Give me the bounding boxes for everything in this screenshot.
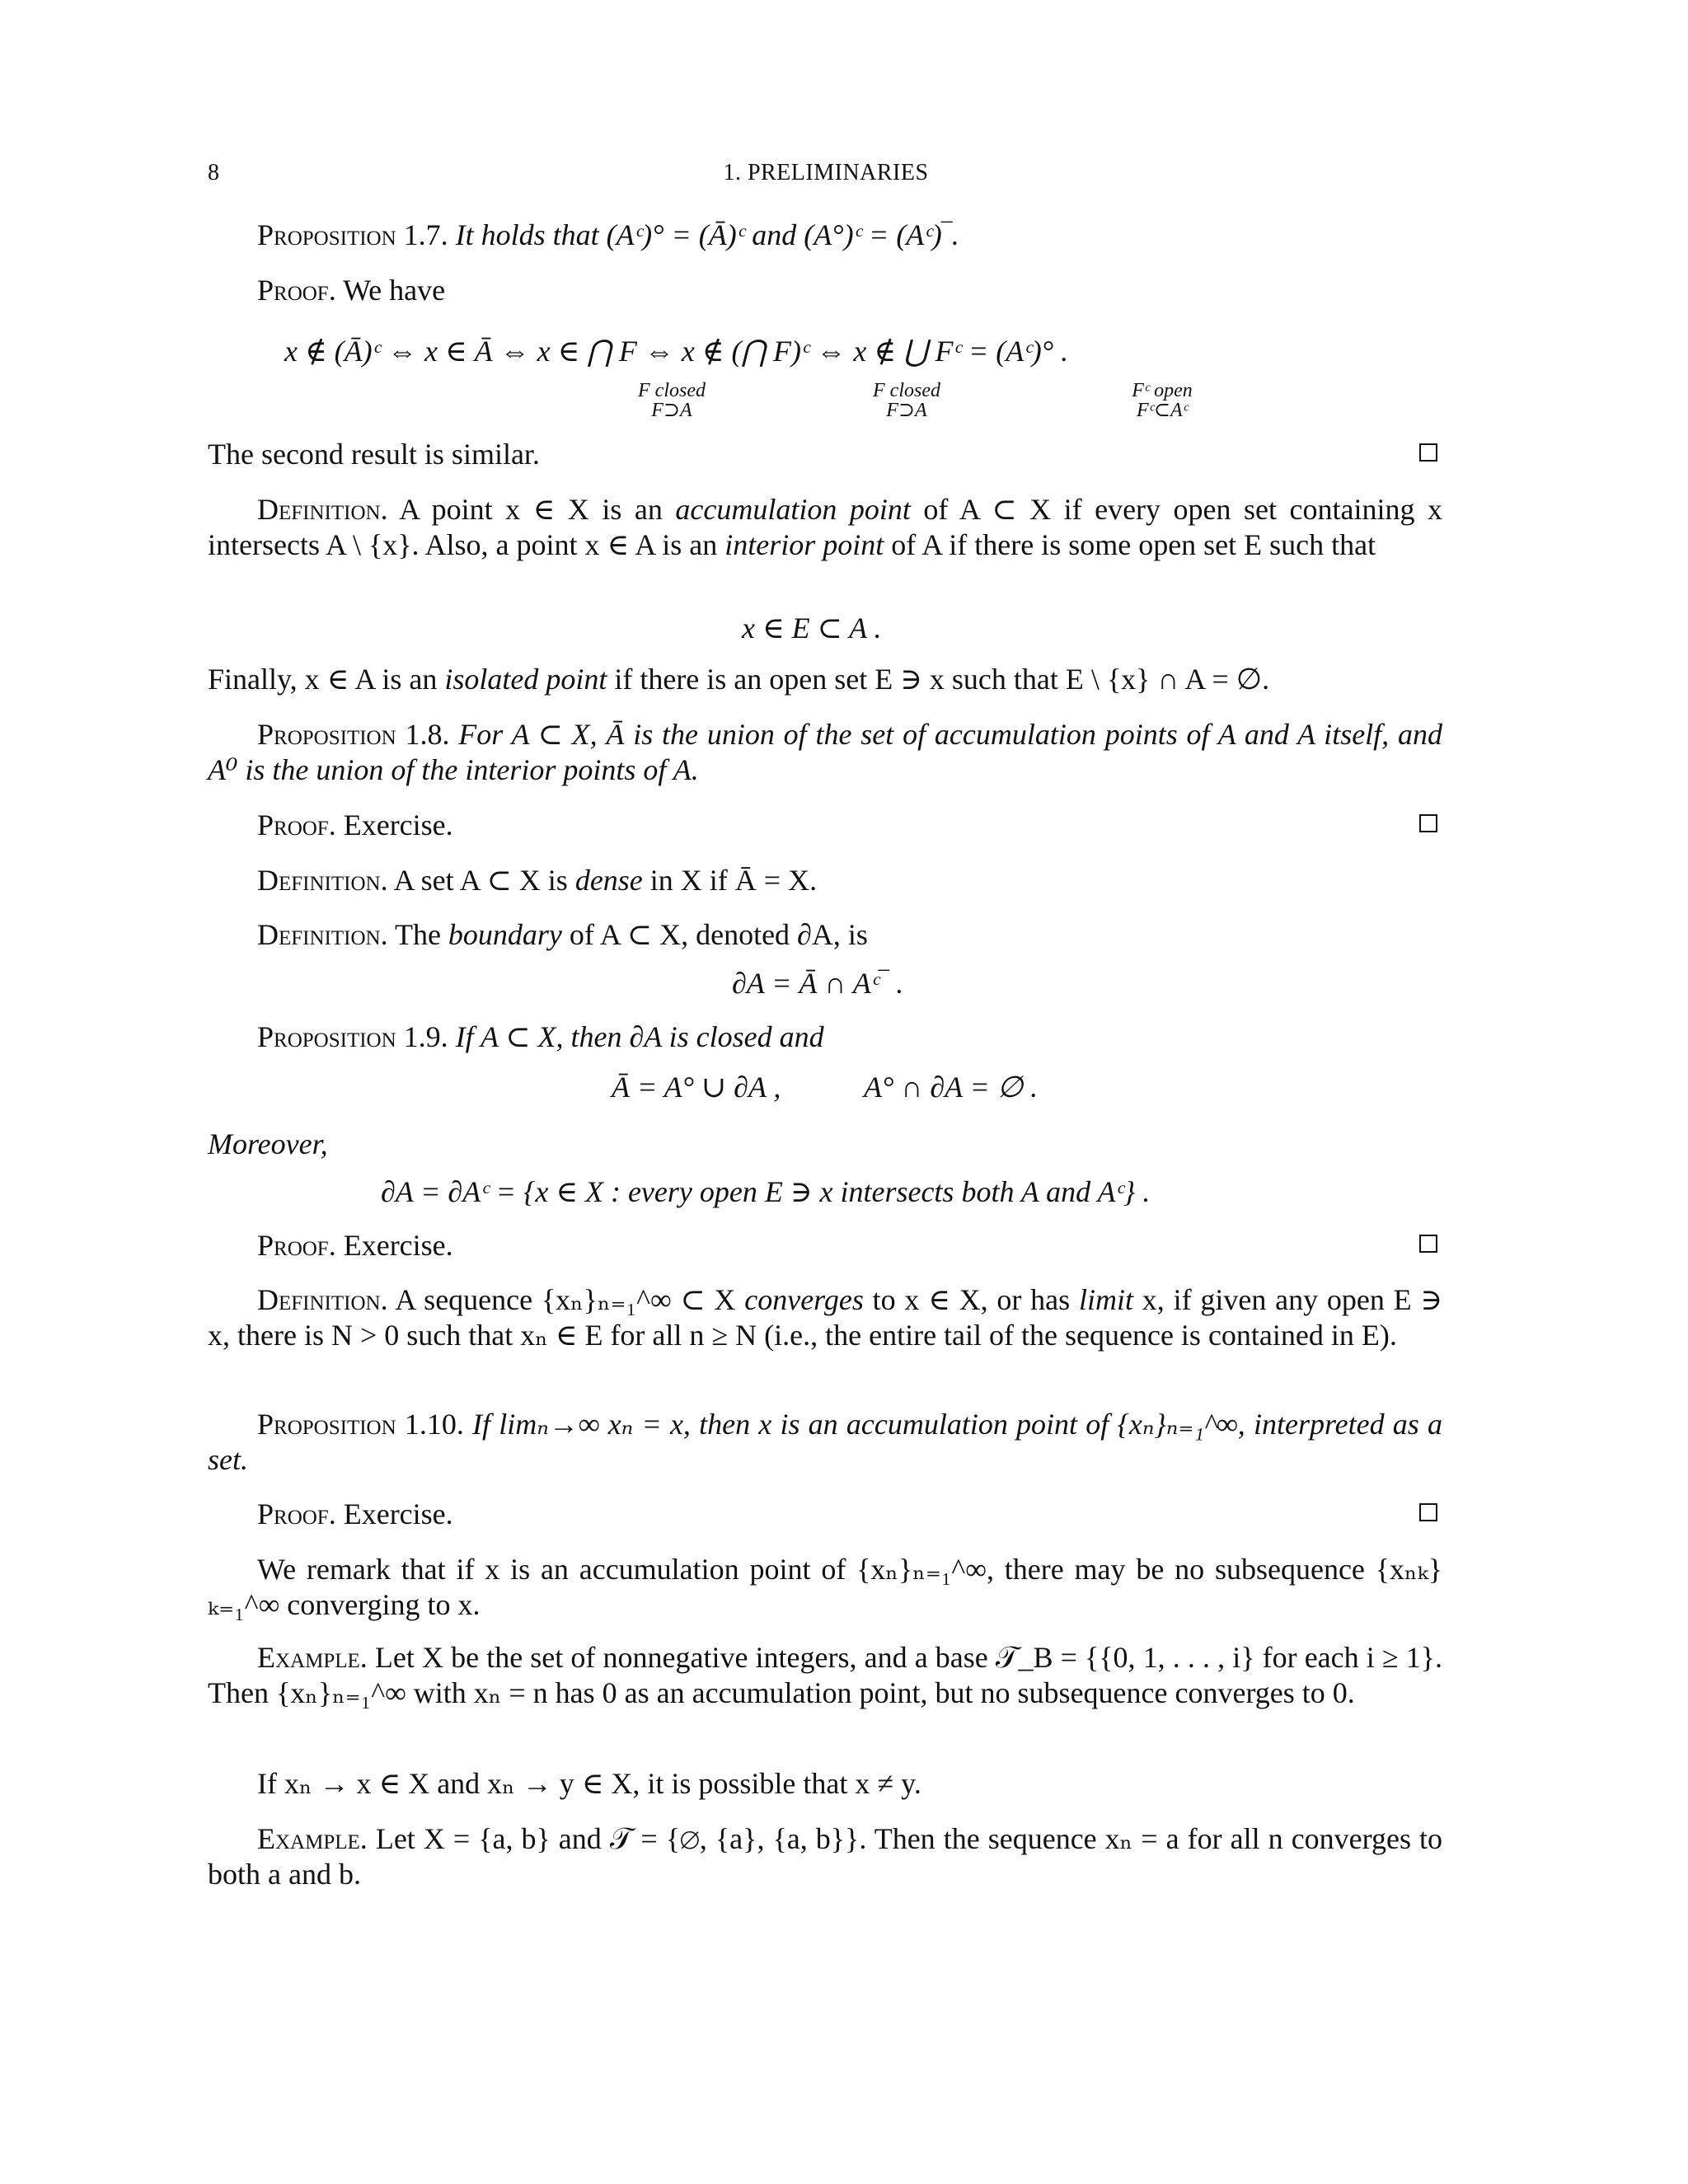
proof-equation: x ∉ (Ā)ᶜ ⇔ x ∈ Ā ⇔ x ∈ ⋂ F ⇔ x ∉ (⋂ F)ᶜ ⇔ x ∉ ⋃ Fᶜ = (Aᶜ)° . xyxy=(284,335,1069,368)
equation-limit: F closed F⊃A xyxy=(638,380,706,421)
equation-limit: Fᶜ open Fᶜ⊂Aᶜ xyxy=(1132,380,1193,421)
definition-boundary xyxy=(208,917,1442,953)
page-header xyxy=(208,160,1444,193)
proof-label: Proof. xyxy=(257,808,336,841)
running-title: 1. PRELIMINARIES xyxy=(723,160,929,185)
proof-1-8 xyxy=(208,808,1442,843)
defined-term: dense xyxy=(574,864,643,897)
proof-text: Exercise. xyxy=(343,1229,453,1262)
definition-label: Definition. xyxy=(257,493,388,526)
qed-square-icon xyxy=(1419,814,1437,832)
definition-dense xyxy=(208,863,1442,898)
defined-term: converges xyxy=(744,1283,864,1316)
proof-1-9 xyxy=(208,1228,1442,1263)
definition-text: A point x ∈ X is an xyxy=(399,493,663,526)
proposition-statement: For A ⊂ X, Ā is the union of the set of accumulation points of A and A itself, and A⁰ is the union of the interior points of A. xyxy=(208,718,1443,786)
proposition-label: Proposition 1.7. xyxy=(257,218,448,251)
definition-text: A set A ⊂ X is xyxy=(393,864,568,897)
proposition-label: Proposition 1.8. xyxy=(257,718,450,751)
example-label: Example. xyxy=(257,1822,368,1855)
definition-text: of A ⊂ X if every open set containing x intersects A \ {x}. Also, a point x ∈ A is an xyxy=(208,493,1443,561)
proposition-statement: If A ⊂ X, then ∂A is closed and xyxy=(455,1020,824,1053)
proposition-label: Proposition 1.10. xyxy=(257,1408,464,1441)
definition-text: Finally, x ∈ A is an xyxy=(208,663,438,696)
definition-label: Definition. xyxy=(257,1283,388,1316)
definition-text: A sequence {xₙ}ₙ₌₁^∞ ⊂ X xyxy=(395,1283,736,1316)
definition-isolated xyxy=(208,662,1442,697)
example-label: Example. xyxy=(257,1641,368,1674)
proof-text: We have xyxy=(343,274,446,307)
definition-text: if there is an open set E ∋ x such that E \ {x} ∩ A = ∅. xyxy=(614,663,1270,696)
example-1 xyxy=(208,1640,1442,1711)
qed-square-icon xyxy=(1419,1235,1437,1253)
definition-text: of A ⊂ X, denoted ∂A, is xyxy=(569,918,868,951)
proof-closing: The second result is similar. xyxy=(208,438,540,471)
definition-text: The xyxy=(394,918,441,951)
definition-label: Definition. xyxy=(257,864,388,897)
display-equation: ∂A = Ā ∩ Aᶜ‾ . xyxy=(732,967,904,1000)
definition-label: Definition. xyxy=(257,918,388,951)
proof-text: Exercise. xyxy=(343,808,453,841)
remark-paragraph: We remark that if x is an accumulation point of {xₙ}ₙ₌₁^∞, there may be no subsequence {xₙₖ}ₖ₌₁^∞ converging to x. xyxy=(208,1553,1442,1621)
example-2 xyxy=(208,1821,1442,1892)
display-equation: A° ∩ ∂A = ∅ . xyxy=(864,1071,1039,1104)
qed-square-icon xyxy=(1419,1503,1437,1521)
defined-term: limit xyxy=(1078,1283,1133,1316)
defined-term: isolated point xyxy=(444,663,607,696)
note-paragraph: If xₙ → x ∈ X and xₙ → y ∈ X, it is possible that x ≠ y. xyxy=(257,1767,921,1800)
defined-term: boundary xyxy=(448,918,562,951)
defined-term: interior point xyxy=(724,528,884,561)
proposition-1-7 xyxy=(208,218,1442,253)
proof-label: Proof. xyxy=(257,1229,336,1262)
defined-term: accumulation point xyxy=(675,493,911,526)
proposition-label: Proposition 1.9. xyxy=(257,1020,448,1053)
proof-label: Proof. xyxy=(257,1497,336,1530)
equation-limit: F closed F⊃A xyxy=(873,380,940,421)
definition-text: to x ∈ X, or has xyxy=(872,1283,1071,1316)
proposition-1-8 xyxy=(208,717,1442,788)
proof-1-7 xyxy=(208,273,1442,308)
proof-label: Proof. xyxy=(257,274,336,307)
proof-text: Exercise. xyxy=(343,1497,453,1530)
moreover-text: Moreover, xyxy=(208,1127,328,1160)
definition-accumulation xyxy=(208,492,1442,563)
proposition-1-9 xyxy=(208,1019,1442,1055)
qed-square-icon xyxy=(1419,443,1437,462)
display-equation: x ∈ E ⊂ A . xyxy=(742,612,882,644)
page-number: 8 xyxy=(208,160,219,185)
definition-text: in X if Ā = X. xyxy=(649,864,818,897)
proposition-statement: If limₙ→∞ xₙ = x, then x is an accumulation point of {xₙ}ₙ₌₁^∞, interpreted as a set. xyxy=(208,1408,1442,1476)
proof-1-10 xyxy=(208,1497,1442,1532)
proposition-1-10 xyxy=(208,1407,1442,1478)
display-equation: Ā = A° ∪ ∂A , xyxy=(612,1071,781,1104)
definition-text: of A if there is some open set E such that xyxy=(891,528,1376,561)
example-text: Let X = {a, b} and 𝒯 = {∅, {a}, {a, b}}. Then the sequence xₙ = a for all n converges to both a and b. xyxy=(208,1822,1443,1891)
definition-text: x, if given any open E ∋ x, there is N > 0 such that xₙ ∈ E for all n ≥ N (i.e., the entire tail of the sequence is contained in E). xyxy=(208,1283,1443,1352)
definition-sequence xyxy=(208,1282,1442,1353)
display-equation: ∂A = ∂Aᶜ = {x ∈ X : every open E ∋ x intersects both A and Aᶜ} . xyxy=(381,1175,1151,1208)
example-text: Let X be the set of nonnegative integers, and a base 𝒯_B = {{0, 1, . . . , i} for each i ≥ 1}. Then {xₙ}ₙ₌₁^∞ with xₙ = n has 0 as an accumulation point, but no subsequence converges to 0. xyxy=(208,1641,1443,1709)
proposition-statement: It holds that (Aᶜ)° = (Ā)ᶜ and (A°)ᶜ = (Aᶜ)‾. xyxy=(455,218,959,251)
